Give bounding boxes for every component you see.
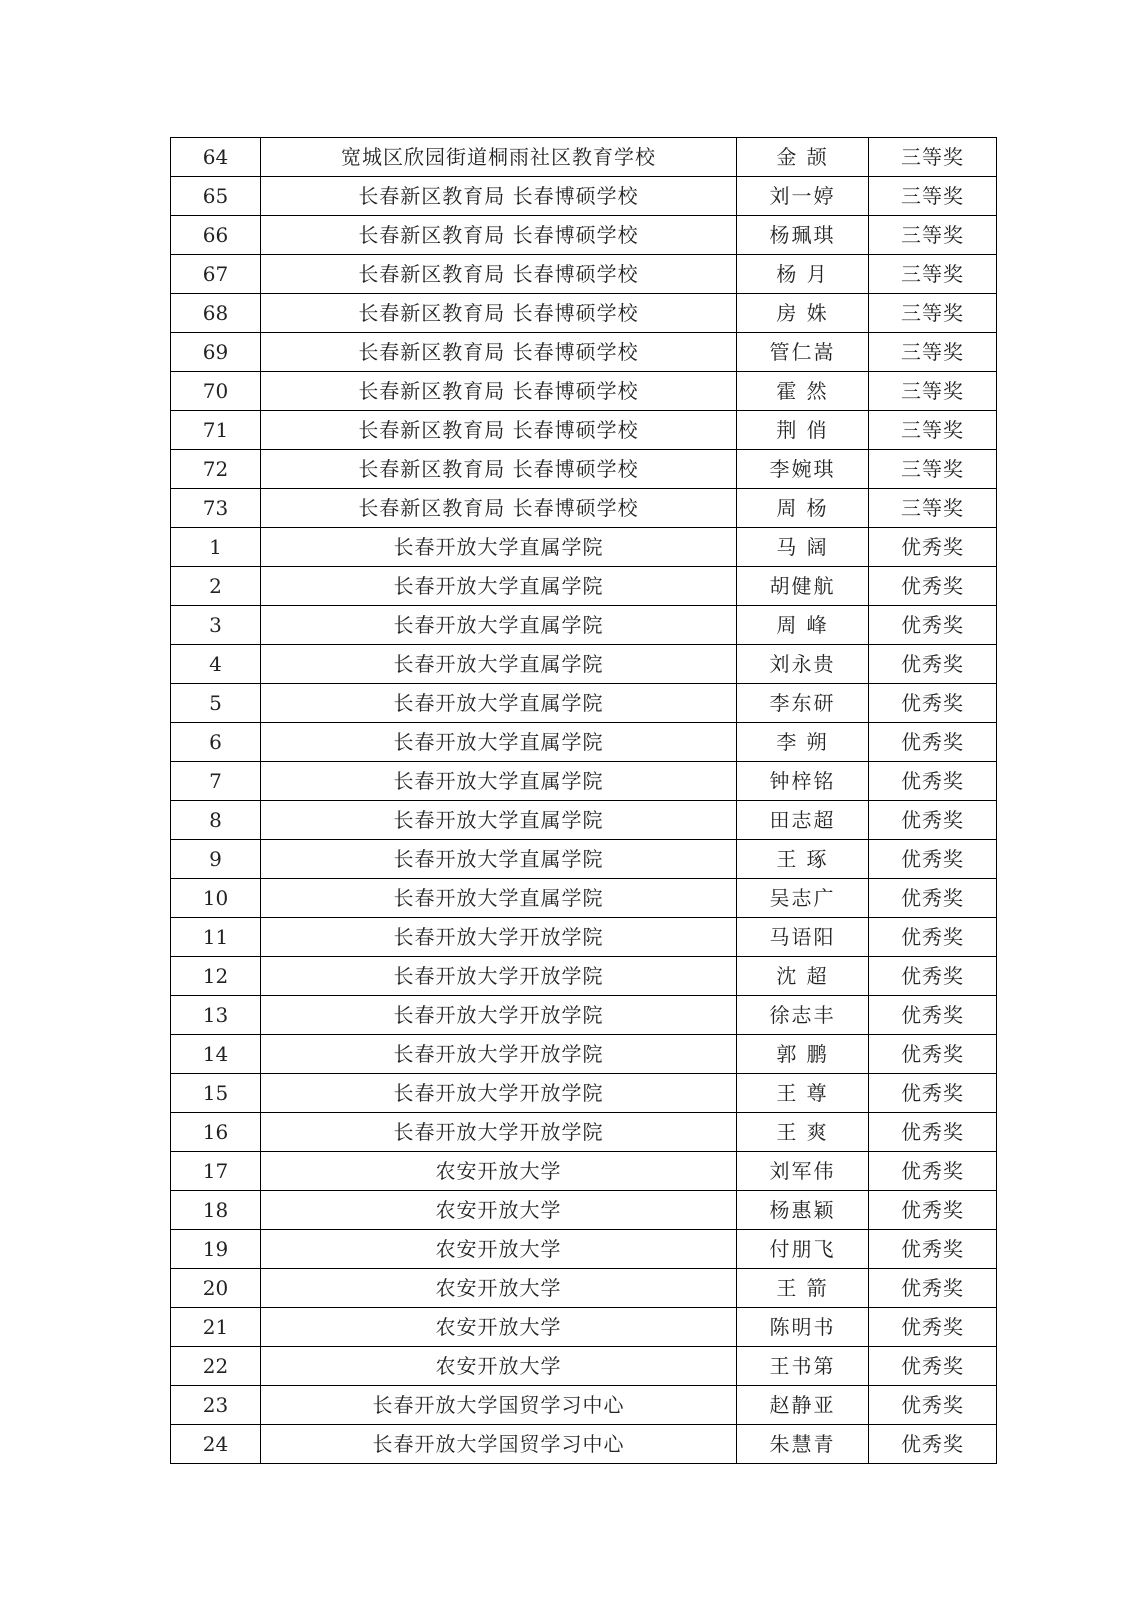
person-name-cell: 刘军伟 [737,1152,869,1191]
row-number-cell: 12 [171,957,261,996]
person-name-cell: 郭 鹏 [737,1035,869,1074]
table-row [171,1191,997,1230]
award-level-cell: 优秀奖 [869,1113,997,1152]
award-level-cell: 优秀奖 [869,1191,997,1230]
award-level-cell: 优秀奖 [869,1386,997,1425]
person-name-cell: 王书第 [737,1347,869,1386]
award-level-cell: 优秀奖 [869,762,997,801]
organization-cell: 长春开放大学直属学院 [261,840,737,879]
person-name-cell: 李东研 [737,684,869,723]
person-name-cell: 胡健航 [737,567,869,606]
organization-cell: 长春开放大学直属学院 [261,801,737,840]
person-name-cell: 王 爽 [737,1113,869,1152]
row-number-cell: 70 [171,372,261,411]
organization-cell: 长春开放大学直属学院 [261,567,737,606]
organization-cell: 长春开放大学开放学院 [261,996,737,1035]
person-name-cell: 马语阳 [737,918,869,957]
person-name-cell: 金 颉 [737,138,869,177]
table-row [171,723,997,762]
row-number-cell: 4 [171,645,261,684]
row-number-cell: 7 [171,762,261,801]
organization-cell: 长春开放大学直属学院 [261,762,737,801]
award-level-cell: 优秀奖 [869,957,997,996]
person-name-cell: 房 姝 [737,294,869,333]
row-number-cell: 9 [171,840,261,879]
person-name-cell: 徐志丰 [737,996,869,1035]
table-row [171,1308,997,1347]
person-name-cell: 付朋飞 [737,1230,869,1269]
award-level-cell: 优秀奖 [869,723,997,762]
award-level-cell: 优秀奖 [869,1074,997,1113]
row-number-cell: 64 [171,138,261,177]
row-number-cell: 21 [171,1308,261,1347]
organization-cell: 长春开放大学直属学院 [261,645,737,684]
award-level-cell: 优秀奖 [869,996,997,1035]
table-row [171,1113,997,1152]
table-row [171,1230,997,1269]
organization-cell: 农安开放大学 [261,1152,737,1191]
table-row [171,840,997,879]
award-level-cell: 三等奖 [869,138,997,177]
organization-cell: 长春新区教育局 长春博硕学校 [261,255,737,294]
award-level-cell: 三等奖 [869,372,997,411]
table-row [171,606,997,645]
person-name-cell: 刘一婷 [737,177,869,216]
organization-cell: 长春开放大学开放学院 [261,1074,737,1113]
table-row [171,1035,997,1074]
person-name-cell: 荆 俏 [737,411,869,450]
table-row [171,879,997,918]
row-number-cell: 71 [171,411,261,450]
row-number-cell: 15 [171,1074,261,1113]
person-name-cell: 陈明书 [737,1308,869,1347]
award-level-cell: 优秀奖 [869,1230,997,1269]
table-row [171,489,997,528]
award-level-cell: 优秀奖 [869,1308,997,1347]
table-row [171,957,997,996]
award-level-cell: 三等奖 [869,177,997,216]
table-row [171,1347,997,1386]
award-level-cell: 优秀奖 [869,1152,997,1191]
row-number-cell: 66 [171,216,261,255]
organization-cell: 长春新区教育局 长春博硕学校 [261,294,737,333]
table-row [171,450,997,489]
award-level-cell: 优秀奖 [869,1035,997,1074]
organization-cell: 长春开放大学国贸学习中心 [261,1386,737,1425]
person-name-cell: 杨珮琪 [737,216,869,255]
organization-cell: 农安开放大学 [261,1308,737,1347]
table-row [171,177,997,216]
organization-cell: 农安开放大学 [261,1230,737,1269]
row-number-cell: 13 [171,996,261,1035]
table-row [171,1152,997,1191]
award-level-cell: 三等奖 [869,333,997,372]
person-name-cell: 朱慧青 [737,1425,869,1464]
row-number-cell: 20 [171,1269,261,1308]
award-level-cell: 三等奖 [869,294,997,333]
award-level-cell: 优秀奖 [869,1425,997,1464]
award-level-cell: 优秀奖 [869,528,997,567]
row-number-cell: 24 [171,1425,261,1464]
row-number-cell: 73 [171,489,261,528]
person-name-cell: 马 阔 [737,528,869,567]
person-name-cell: 李 朔 [737,723,869,762]
organization-cell: 农安开放大学 [261,1191,737,1230]
award-level-cell: 优秀奖 [869,684,997,723]
organization-cell: 农安开放大学 [261,1269,737,1308]
row-number-cell: 11 [171,918,261,957]
award-level-cell: 优秀奖 [869,567,997,606]
organization-cell: 长春新区教育局 长春博硕学校 [261,489,737,528]
person-name-cell: 周 峰 [737,606,869,645]
award-level-cell: 优秀奖 [869,879,997,918]
organization-cell: 长春开放大学直属学院 [261,684,737,723]
organization-cell: 长春开放大学国贸学习中心 [261,1425,737,1464]
person-name-cell: 管仁嵩 [737,333,869,372]
organization-cell: 长春新区教育局 长春博硕学校 [261,450,737,489]
table-row [171,216,997,255]
table-row [171,684,997,723]
row-number-cell: 2 [171,567,261,606]
award-level-cell: 优秀奖 [869,1347,997,1386]
table-row [171,411,997,450]
award-level-cell: 三等奖 [869,255,997,294]
award-level-cell: 优秀奖 [869,918,997,957]
award-list-table [170,137,997,1464]
row-number-cell: 69 [171,333,261,372]
person-name-cell: 吴志广 [737,879,869,918]
row-number-cell: 67 [171,255,261,294]
organization-cell: 长春新区教育局 长春博硕学校 [261,216,737,255]
award-level-cell: 优秀奖 [869,606,997,645]
table-row [171,528,997,567]
organization-cell: 宽城区欣园街道桐雨社区教育学校 [261,138,737,177]
table-row [171,1074,997,1113]
row-number-cell: 18 [171,1191,261,1230]
table-row [171,333,997,372]
table-row [171,1425,997,1464]
organization-cell: 长春开放大学直属学院 [261,606,737,645]
person-name-cell: 王 尊 [737,1074,869,1113]
row-number-cell: 19 [171,1230,261,1269]
table-row [171,567,997,606]
person-name-cell: 刘永贵 [737,645,869,684]
row-number-cell: 22 [171,1347,261,1386]
organization-cell: 长春新区教育局 长春博硕学校 [261,372,737,411]
award-level-cell: 优秀奖 [869,801,997,840]
table-row [171,138,997,177]
organization-cell: 长春开放大学开放学院 [261,1113,737,1152]
person-name-cell: 杨 月 [737,255,869,294]
organization-cell: 长春开放大学开放学院 [261,918,737,957]
row-number-cell: 1 [171,528,261,567]
person-name-cell: 沈 超 [737,957,869,996]
award-level-cell: 三等奖 [869,216,997,255]
row-number-cell: 14 [171,1035,261,1074]
row-number-cell: 72 [171,450,261,489]
organization-cell: 农安开放大学 [261,1347,737,1386]
row-number-cell: 6 [171,723,261,762]
person-name-cell: 周 杨 [737,489,869,528]
award-level-cell: 优秀奖 [869,1269,997,1308]
organization-cell: 长春开放大学开放学院 [261,1035,737,1074]
table-row [171,1269,997,1308]
award-level-cell: 三等奖 [869,411,997,450]
row-number-cell: 5 [171,684,261,723]
row-number-cell: 65 [171,177,261,216]
award-list-body [171,138,997,1464]
person-name-cell: 赵静亚 [737,1386,869,1425]
row-number-cell: 17 [171,1152,261,1191]
award-level-cell: 三等奖 [869,450,997,489]
organization-cell: 长春开放大学开放学院 [261,957,737,996]
row-number-cell: 10 [171,879,261,918]
organization-cell: 长春开放大学直属学院 [261,879,737,918]
award-level-cell: 优秀奖 [869,645,997,684]
table-row [171,996,997,1035]
person-name-cell: 田志超 [737,801,869,840]
person-name-cell: 王 琢 [737,840,869,879]
row-number-cell: 16 [171,1113,261,1152]
table-row [171,645,997,684]
table-row [171,255,997,294]
person-name-cell: 霍 然 [737,372,869,411]
row-number-cell: 8 [171,801,261,840]
award-level-cell: 三等奖 [869,489,997,528]
award-level-cell: 优秀奖 [869,840,997,879]
table-row [171,1386,997,1425]
person-name-cell: 李婉琪 [737,450,869,489]
table-row [171,762,997,801]
organization-cell: 长春新区教育局 长春博硕学校 [261,333,737,372]
organization-cell: 长春新区教育局 长春博硕学校 [261,411,737,450]
person-name-cell: 钟梓铭 [737,762,869,801]
organization-cell: 长春新区教育局 长春博硕学校 [261,177,737,216]
person-name-cell: 杨惠颖 [737,1191,869,1230]
person-name-cell: 王 箭 [737,1269,869,1308]
table-row [171,918,997,957]
row-number-cell: 3 [171,606,261,645]
organization-cell: 长春开放大学直属学院 [261,723,737,762]
organization-cell: 长春开放大学直属学院 [261,528,737,567]
row-number-cell: 68 [171,294,261,333]
table-row [171,801,997,840]
table-row [171,372,997,411]
row-number-cell: 23 [171,1386,261,1425]
table-row [171,294,997,333]
